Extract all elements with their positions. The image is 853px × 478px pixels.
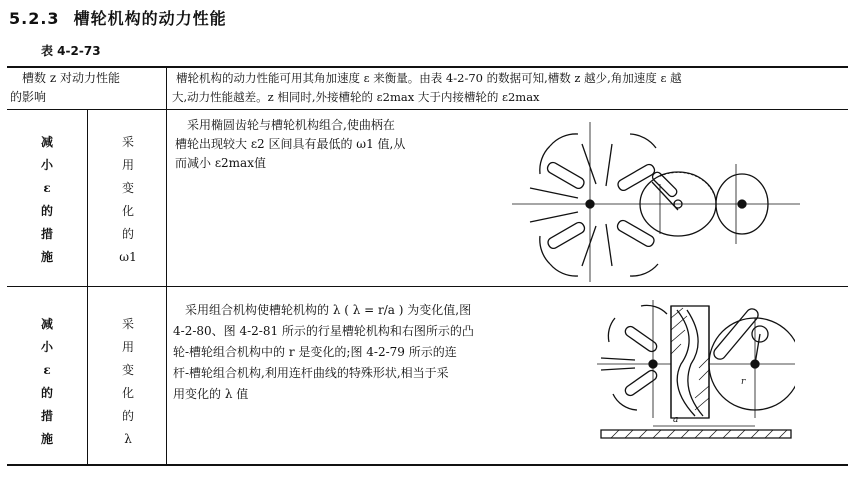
row2-description: 采用组合机构使槽轮机构的 λ ( λ = r/a ) 为变化值,图 4-2-80、图 4-2-81 所示的行星槽轮机构和右图所示的凸 轮-槽轮组合机构中的 r 是变化的;图 4-2-79 所示的连 杆-槽轮组合机构,利用连杆曲线的特殊形状,相当于采 用变化的 λ 值 [173,303,474,401]
section-number: 5.2.3 [9,9,60,28]
cam-geneva-figure [595,298,795,448]
row2-category: 减 小 ε 的 措 施 [40,317,53,446]
header-right-line2: 大,动力性能越差。z 相同时,外接槽轮的 ε2max 大于内接槽轮的 ε2max [172,90,540,104]
row-divider [7,286,848,287]
row2-method: 采 用 变 化 的 λ [121,317,134,446]
table-bottom-rule [7,464,848,466]
centre-lines [512,122,800,282]
section-heading [9,6,227,29]
header-right-line1: 槽轮机构的动力性能可用其角加速度 ε 来衡量。由表 4-2-70 的数据可知,槽数 z 越少,角加速度 ε 越 [176,71,682,85]
label-a: a [673,415,679,425]
section-title: 槽轮机构的动力性能 [73,9,227,28]
header-left-line2: 的影响 [10,90,47,104]
label-r: r [741,377,746,387]
table-top-rule [7,66,848,68]
ellipse-gear-geneva-figure [510,114,840,284]
header-left-line1: 槽数 z 对动力性能 [22,71,120,85]
geneva-wheel-shape [601,305,667,410]
row1-method: 采 用 变 化 的 ω1 [119,135,137,264]
sub-column-divider [87,110,88,465]
header-row-divider [7,109,848,110]
row1-category: 减 小 ε 的 措 施 [40,135,53,264]
geneva-pivot [586,200,594,208]
table-label: 表 4-2-73 [41,44,101,58]
row1-description: 采用椭圆齿轮与槽轮机构组合,使曲柄在 槽轮出现较大 ε2 区间具有最低的 ω1 值,从 而减小 ε2max值 [175,118,406,170]
main-column-divider [166,67,167,465]
